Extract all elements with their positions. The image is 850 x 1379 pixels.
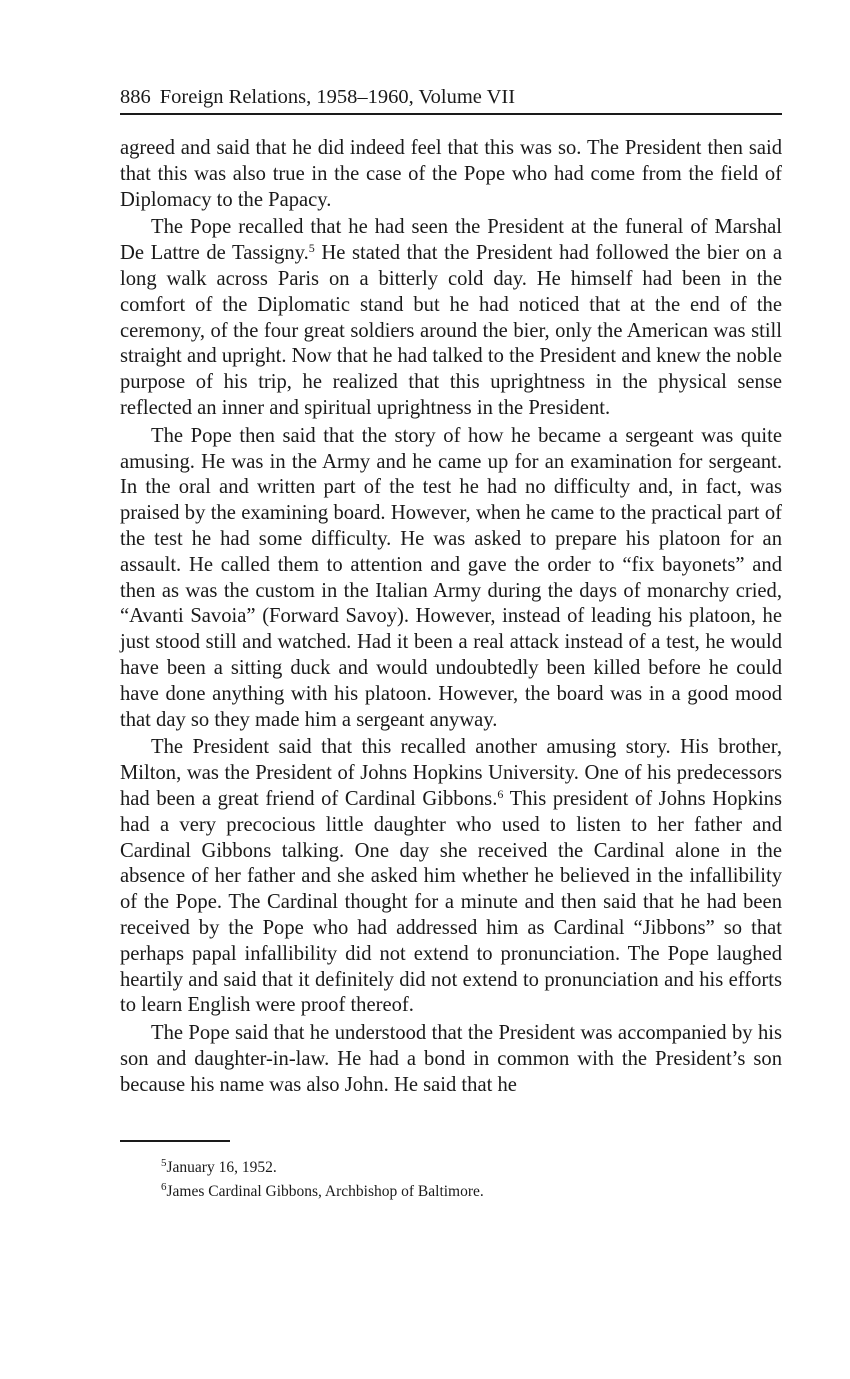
footnote-reference: 5 [308,241,315,256]
footnote [161,1156,782,1180]
paragraph-text: This president of Johns Hopkins had a very precocious little daughter who used to listen to her father and Cardinal Gibbons talking. One day she received the Cardinal alone in the absence of her father and she asked him whether he believed in the infallibility of the Pope. The Cardinal thought for a minute and then said that he had been received by the Pope who had addressed him as Cardinal “Jibbons” so that perhaps papal infallibility did not extend to pronunciation. The Pope laughed heartily and said that it definitely did not extend to pronunciation and his efforts to learn English were proof thereof. [120,787,782,1017]
running-header [120,84,782,115]
footnote [161,1180,782,1204]
footnote-text: January 16, 1952. [166,1159,277,1177]
paragraph-text: He stated that the President had followed the bier on a long walk across Paris on a bitterly cold day. He himself had been in the comfort of the Diplomatic stand but he had noticed that at the end of the ceremony, of the four great soldiers around the bier, only the American was still straight and upright. Now that he had talked to the President and knew the noble purpose of his trip, he realized that this uprightness in the physical sense reflected an inner and spiritual uprightness in the President. [120,242,782,419]
paragraph [120,735,782,1019]
document-page [120,84,782,1204]
publication-title: Foreign Relations, 1958–1960, Volume VII [159,86,516,108]
body-text [120,136,782,1098]
paragraph-text: The Pope recalled that he had seen the President at the funeral of Marshal De Lattre de Tassigny. [120,216,782,265]
footnote-divider [120,1140,230,1142]
footnote-reference: 6 [497,786,504,801]
paragraph [120,215,782,421]
footnote-number: 6 [161,1181,167,1194]
paragraph: The Pope then said that the story of how he became a sergeant was quite amusing. He was in the Army and he came up for an examination for sergeant. In the oral and written part of the test he had no difficulty and, in fact, was praised by the examining board. However, when he came to the practical part of the test he had some difficulty. He was asked to prepare his platoon for an assault. He called them to attention and gave the order to “fix bayonets” and then as was the custom in the Italian Army during the days of monarchy cried, “Avanti Savoia” (Forward Savoy). However, instead of leading his platoon, he just stood still and watched. Had it been a real attack instead of a test, he would have been a sitting duck and would undoubtedly been killed before he could have done anything with his platoon. However, the board was in a good mood that day so they made him a sergeant anyway. [120,424,782,731]
footnotes [120,1156,782,1204]
paragraph: The Pope said that he understood that the President was accompanied by his son and daughter-in-law. He had a bond in common with the President’s son because his name was also John. He said that he [120,1022,782,1096]
paragraph: agreed and said that he did indeed feel that this was so. The President then said that this was also true in the case of the Pope who had come from the field of Diplomacy to the Papacy. [120,137,782,211]
page-number: 886 [120,86,151,108]
footnote-text: James Cardinal Gibbons, Archbishop of Baltimore. [166,1183,484,1201]
paragraph-text: The President said that this recalled another amusing story. His brother, Milton, was the President of Johns Hopkins University. One of his predecessors had been a great friend of Cardinal Gibbons. [120,736,782,810]
footnote-number: 5 [161,1157,167,1170]
